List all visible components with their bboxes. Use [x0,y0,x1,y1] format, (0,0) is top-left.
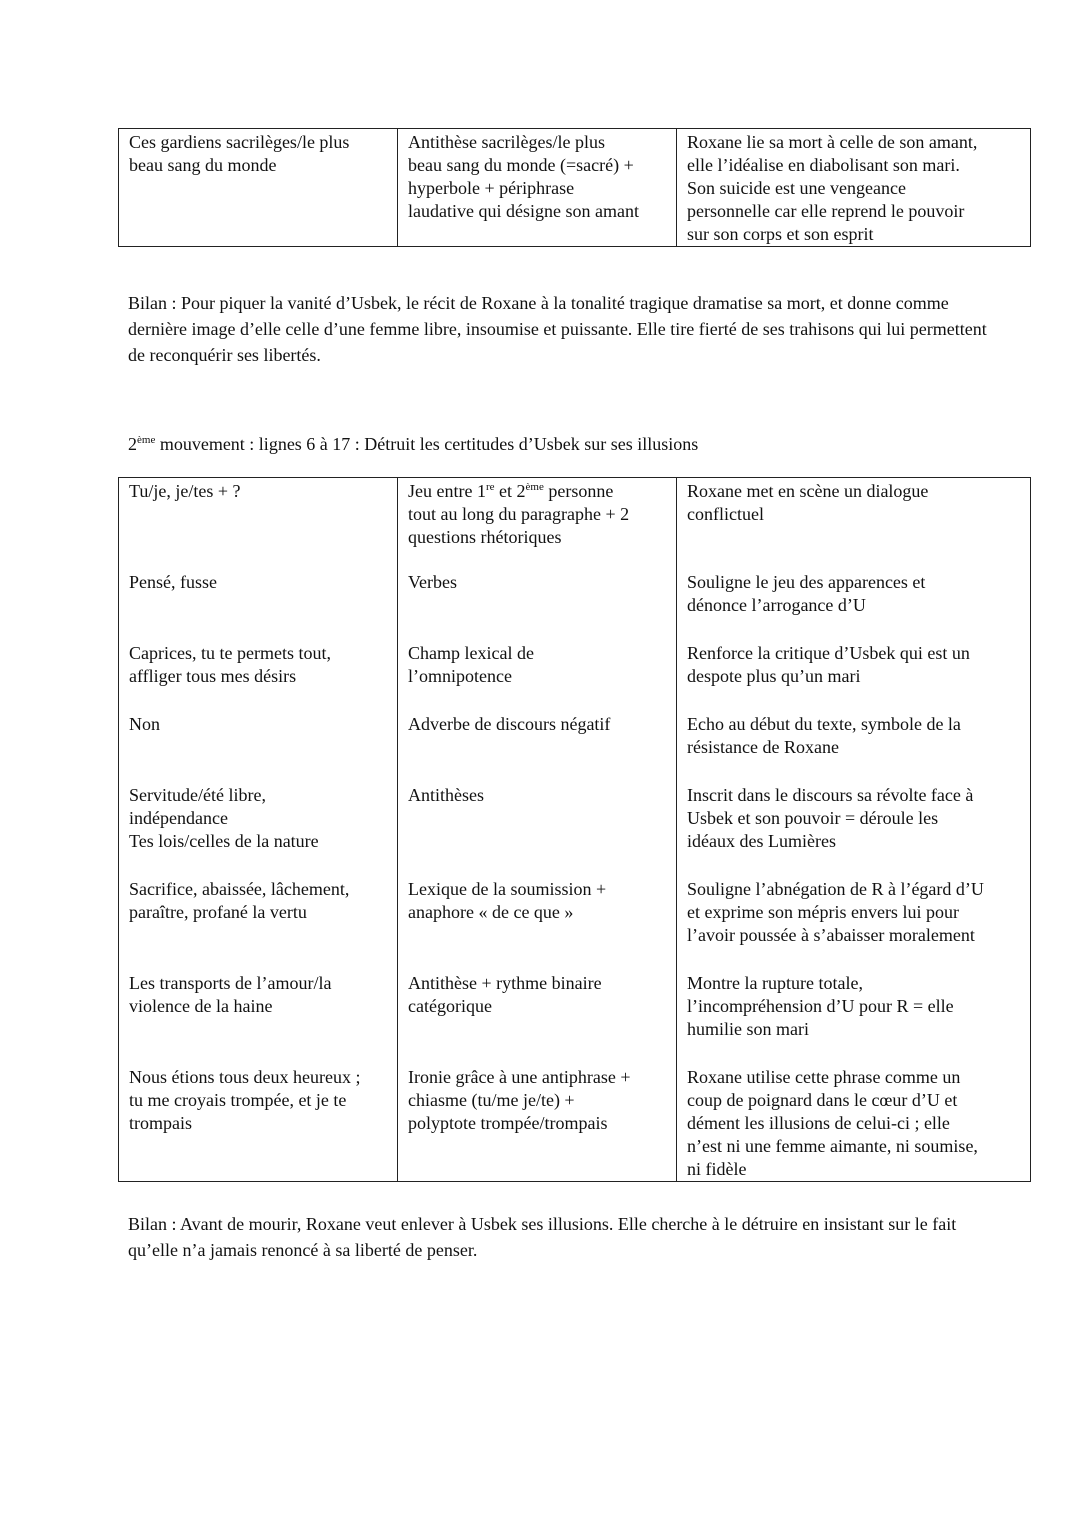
procede-line: Lexique de la soumission + [408,879,607,899]
heading-superscript: ème [137,434,156,446]
table-row [119,876,1031,970]
interpretation-line: dément les illusions de celui-ci ; elle [687,1113,950,1133]
procede-line: chiasme (tu/me je/te) + [408,1090,575,1110]
procede-cell [398,876,677,970]
procede-text: et 2 [494,481,526,501]
quote-cell [119,129,398,247]
procede-cell [398,478,677,570]
quote-cell [119,876,398,970]
interpretation-line: Montre la rupture totale, [687,973,863,993]
procede-cell [398,782,677,876]
bilan-paragraph-2: Bilan : Avant de mourir, Roxane veut enlever à Usbek ses illusions. Elle cherche à le détruire en insistant sur le fait qu’elle n’a jamais renoncé à sa liberté de penser. [128,1214,957,1260]
quote-line: tu me croyais trompée, et je te [129,1090,347,1110]
quote-cell [119,970,398,1064]
procede-line: l’omnipotence [408,666,512,686]
interpretation-line: despote plus qu’un mari [687,666,861,686]
interpretation-cell [677,782,1031,876]
procede-cell [398,640,677,711]
interpretation-cell [677,876,1031,970]
interpretation-line: Echo au début du texte, symbole de la [687,714,961,734]
table-row [119,478,1031,570]
interpretation-line: l’avoir poussée à s’abaisser moralement [687,925,975,945]
table-row [119,711,1031,782]
quote-line: trompais [129,1113,192,1133]
interpretation-line: dénonce l’arrogance d’U [687,595,866,615]
interpretation-line: Roxane met en scène un dialogue [687,481,929,501]
bilan-paragraph-1: Bilan : Pour piquer la vanité d’Usbek, le récit de Roxane à la tonalité tragique dramatise sa mort, et donne comme dernière image d’elle celle d’une femme libre, insoumise et puissante. Elle tire fierté de ses trahisons qui lui permettent de reconquérir ses libertés. [128,293,987,365]
procede-line: polyptote trompée/trompais [408,1113,608,1133]
interpretation-cell [677,970,1031,1064]
interpretation-line: Roxane utilise cette phrase comme un [687,1067,961,1087]
heading-number: 2 [128,434,137,454]
quote-cell [119,782,398,876]
interpretation-line: idéaux des Lumières [687,831,836,851]
procede-cell [398,711,677,782]
interpretation-cell [677,1064,1031,1182]
table-row [119,640,1031,711]
quote-line: Tes lois/celles de la nature [129,831,319,851]
interpretation-cell [677,711,1031,782]
interpretation-line: résistance de Roxane [687,737,839,757]
quote-line: paraître, profané la vertu [129,902,307,922]
procede-superscript: ème [525,481,544,493]
procede-line: tout au long du paragraphe + 2 [408,504,630,524]
interpretation-line: Inscrit dans le discours sa révolte face à [687,785,974,805]
quote-line: indépendance [129,808,228,828]
analysis-table-1 [118,128,1031,247]
procede-cell [398,129,677,247]
section-heading-2 [128,431,1008,457]
interpretation-line: humilie son mari [687,1019,809,1039]
procede-cell [398,970,677,1064]
procede-line: questions rhétoriques [408,527,562,547]
quote-cell [119,711,398,782]
procede-superscript: re [485,481,495,493]
interpretation-line: Son suicide est une vengeance [687,178,906,198]
quote-line: Ces gardiens sacrilèges/le plus [129,132,350,152]
quote-cell [119,1064,398,1182]
quote-line: Sacrifice, abaissée, lâchement, [129,879,350,899]
table-row [119,782,1031,876]
interpretation-line: ni fidèle [687,1159,747,1179]
procede-line: anaphore « de ce que » [408,902,574,922]
heading-text: mouvement : lignes 6 à 17 : Détruit les certitudes d’Usbek sur ses illusions [155,434,699,454]
interpretation-cell [677,640,1031,711]
interpretation-cell [677,478,1031,570]
quote-line: Servitude/été libre, [129,785,266,805]
quote-cell [119,569,398,640]
procede-line [408,480,668,503]
quote-line: Les transports de l’amour/la [129,973,332,993]
quote-line: affliger tous mes désirs [129,666,297,686]
interpretation-cell [677,569,1031,640]
procede-line: Antithèse + rythme binaire [408,973,602,993]
procede-line: Champ lexical de [408,643,534,663]
interpretation-line: Souligne l’abnégation de R à l’égard d’U [687,879,984,899]
procede-line: Ironie grâce à une antiphrase + [408,1067,631,1087]
quote-cell [119,478,398,570]
interpretation-line: l’incompréhension d’U pour R = elle [687,996,954,1016]
table-row [119,970,1031,1064]
interpretation-line: Souligne le jeu des apparences et [687,572,926,592]
quote-line: Non [129,714,160,734]
interpretation-line: n’est ni une femme aimante, ni soumise, [687,1136,978,1156]
analysis-table-2 [118,477,1031,1182]
interpretation-line: personnelle car elle reprend le pouvoir [687,201,965,221]
procede-cell [398,569,677,640]
interpretation-cell [677,129,1031,247]
procede-line: catégorique [408,996,492,1016]
interpretation-line: elle l’idéalise en diabolisant son mari. [687,155,960,175]
procede-line: Antithèses [408,785,484,805]
interpretation-line: coup de poignard dans le cœur d’U et [687,1090,958,1110]
interpretation-line: Usbek et son pouvoir = déroule les [687,808,939,828]
procede-cell [398,1064,677,1182]
procede-text: Jeu entre 1 [408,481,486,501]
quote-line: Pensé, fusse [129,572,217,592]
quote-cell [119,640,398,711]
procede-line: hyperbole + périphrase [408,178,575,198]
interpretation-line: sur son corps et son esprit [687,224,874,244]
quote-line: Caprices, tu te permets tout, [129,643,331,663]
table-row [119,129,1031,247]
procede-line: Verbes [408,572,457,592]
procede-line: Antithèse sacrilèges/le plus [408,132,605,152]
quote-line: violence de la haine [129,996,273,1016]
table-row [119,569,1031,640]
procede-line: beau sang du monde (=sacré) + [408,155,634,175]
table-row [119,1064,1031,1182]
interpretation-line: Renforce la critique d’Usbek qui est un [687,643,970,663]
interpretation-line: Roxane lie sa mort à celle de son amant, [687,132,978,152]
interpretation-line: et exprime son mépris envers lui pour [687,902,959,922]
interpretation-line: conflictuel [687,504,764,524]
quote-line: beau sang du monde [129,155,277,175]
procede-text: personne [543,481,614,501]
procede-line: laudative qui désigne son amant [408,201,639,221]
procede-line: Adverbe de discours négatif [408,714,611,734]
quote-line: Nous étions tous deux heureux ; [129,1067,361,1087]
quote-line: Tu/je, je/tes + ? [129,481,241,501]
